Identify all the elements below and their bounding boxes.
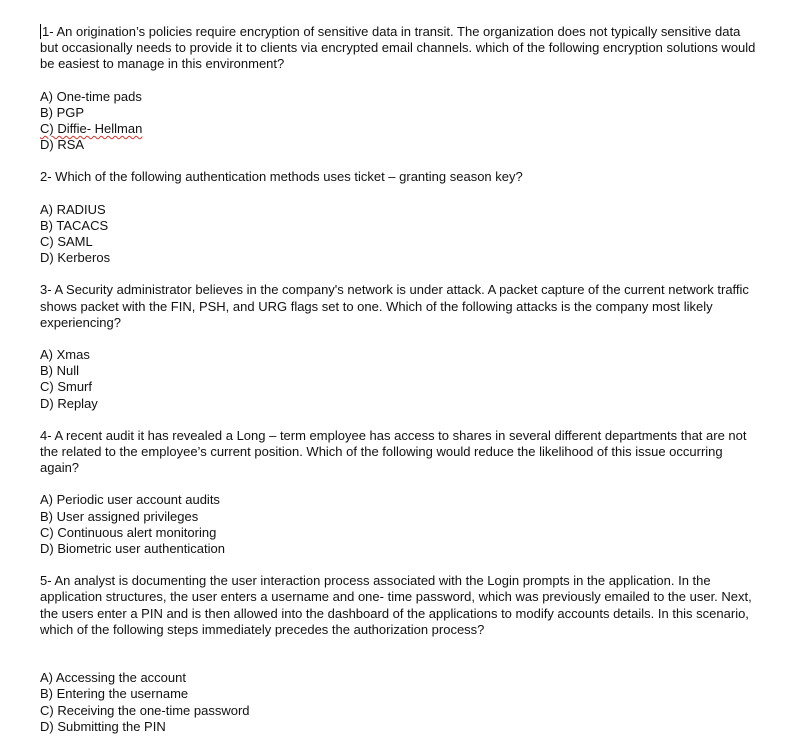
option-a: A) RADIUS (40, 201, 106, 217)
question-block-4 (40, 428, 760, 557)
option-a: A) One-time pads (40, 88, 142, 104)
option-b: B) TACACS (40, 217, 109, 233)
question-5-text: 5- An analyst is documenting the user interaction process associated with the Login prompts in the application. In the application structures, the user enters a username and one- time password, which was previously emailed to the user. Next, the users enter a PIN and is then allowed into the dashboard of the applications to modify accounts details. In this scenario, which of the following steps immediately precedes the authorization process? (40, 573, 756, 637)
option-b: B) Entering the username (40, 686, 189, 702)
question-list (40, 24, 760, 751)
option-b: B) User assigned privileges (40, 508, 199, 524)
option-d: D) Biometric user authentication (40, 541, 225, 557)
question-5-options (40, 670, 760, 735)
option-d: D) Kerberos (40, 250, 111, 266)
question-4-options (40, 492, 760, 557)
question-4-text: 4- A recent audit it has revealed a Long – term employee has access to shares in several different departments that are not the related to the employee’s current position. Which of the following would reduce the likelihood of this issue occurring again? (40, 427, 751, 476)
option-a: A) Periodic user account audits (40, 492, 220, 508)
question-1-text: 1- An origination’s policies require encryption of sensitive data in transit. The organization does not typically sensitive data but occasionally needs to provide it to clients via encrypted email channels. which of the following encryption solutions would be easiest to manage in this environment? (40, 24, 760, 72)
question-2-options (40, 202, 760, 267)
question-block-1 (40, 24, 760, 153)
option-c (40, 121, 760, 137)
question-3-text: 3- A Security administrator believes in the company's network is under attack. A packet capture of the current network traffic shows packet with the FIN, PSH, and URG flags set to one. Which of the following attacks is the company most likely experiencing? (40, 282, 753, 330)
option-b: B) Null (40, 363, 80, 379)
option-b: B) PGP (40, 104, 85, 120)
option-a: A) Xmas (40, 347, 90, 363)
option-c: C) Receiving the one-time password (40, 702, 250, 718)
option-d: D) Replay (40, 395, 98, 411)
option-c-text: C) Diffie- Hellman (40, 121, 143, 137)
option-a: A) Accessing the account (40, 670, 186, 686)
option-c: C) SAML (40, 234, 93, 250)
option-c: C) Smurf (40, 379, 92, 395)
option-d: D) RSA (40, 137, 85, 153)
option-c: C) Continuous alert monitoring (40, 524, 217, 540)
question-block-5 (40, 573, 760, 735)
question-3-options (40, 347, 760, 412)
question-block-3 (40, 282, 760, 411)
question-block-2 (40, 169, 760, 266)
question-1-options (40, 89, 760, 154)
option-d: D) Submitting the PIN (40, 718, 166, 734)
text-cursor (40, 24, 41, 39)
question-2-text: 2- Which of the following authentication methods uses ticket – granting season key? (40, 169, 523, 185)
